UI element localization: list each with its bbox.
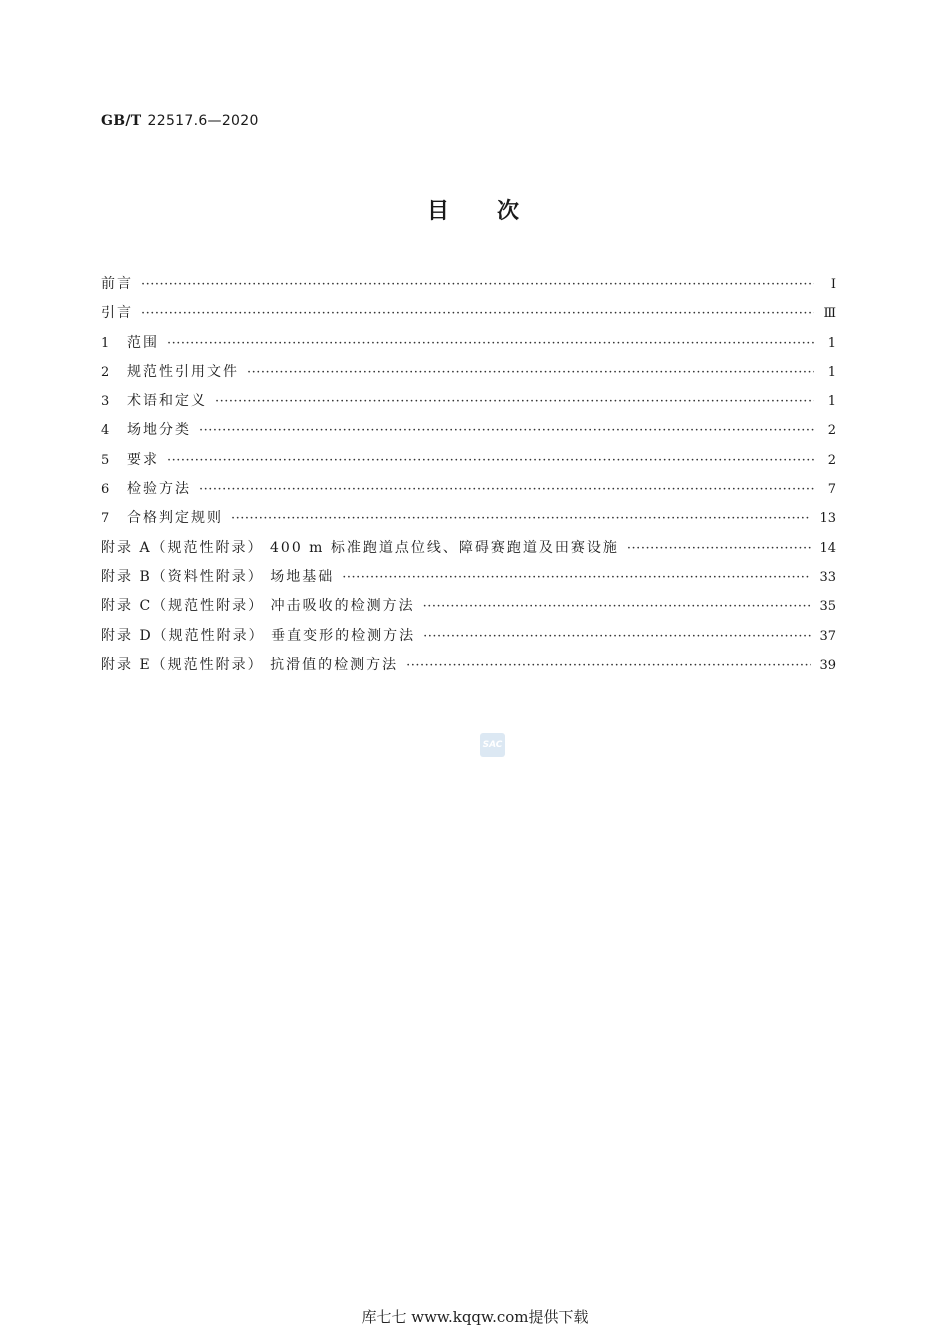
toc-entry-page: 2 <box>827 423 836 439</box>
leader-dots <box>167 336 814 351</box>
toc-entry-page: 1 <box>827 335 836 351</box>
toc-entry-label: 范围 <box>127 334 159 351</box>
toc-entry-label: 场地分类 <box>127 422 191 439</box>
leader-dots <box>627 541 812 556</box>
toc-entry[interactable] <box>101 654 836 683</box>
toc-entry-page: 37 <box>819 628 836 644</box>
toc-entry[interactable] <box>101 273 836 302</box>
toc-entry-label: 前言 <box>101 276 133 292</box>
leader-dots <box>141 306 814 321</box>
sac-watermark-logo: SAC <box>480 733 505 757</box>
toc-entry[interactable] <box>101 302 836 331</box>
standard-code: GB/T <box>101 113 142 129</box>
table-of-contents <box>101 273 836 683</box>
toc-entry-label: 附录 A（规范性附录） 400 m 标准跑道点位线、障碍赛跑道及田赛设施 <box>101 539 619 556</box>
toc-entry[interactable] <box>101 537 836 566</box>
toc-entry-number: 5 <box>101 452 110 468</box>
toc-entry-number: 3 <box>101 394 110 410</box>
toc-entry[interactable] <box>101 332 836 361</box>
leader-dots <box>199 423 814 438</box>
toc-entry[interactable] <box>101 507 836 536</box>
download-footer: 库七七 www.kqqw.com提供下载 <box>361 1308 589 1326</box>
toc-entry[interactable] <box>101 566 836 595</box>
standard-header <box>101 113 259 129</box>
leader-dots <box>423 629 811 644</box>
leader-dots <box>231 511 811 526</box>
leader-dots <box>247 365 814 380</box>
toc-entry[interactable] <box>101 390 836 419</box>
toc-entry-page: Ⅲ <box>823 306 836 322</box>
standard-number: 22517.6—2020 <box>147 113 259 129</box>
leader-dots <box>141 277 814 292</box>
toc-entry-page: 35 <box>819 599 836 615</box>
toc-entry-label: 附录 B（资料性附录） 场地基础 <box>101 568 335 585</box>
leader-dots <box>406 658 811 673</box>
toc-entry-label: 检验方法 <box>127 481 191 498</box>
toc-entry-page: Ⅰ <box>830 277 836 292</box>
toc-entry-label: 规范性引用文件 <box>127 363 239 380</box>
toc-entry-number: 7 <box>101 511 110 527</box>
toc-entry-page: 33 <box>819 569 836 585</box>
toc-entry-number: 2 <box>101 364 110 380</box>
toc-entry-label: 要求 <box>127 451 159 468</box>
toc-entry-page: 1 <box>827 394 836 410</box>
toc-entry-page: 7 <box>827 482 836 498</box>
leader-dots <box>199 482 814 497</box>
toc-entry-page: 13 <box>819 511 836 527</box>
toc-entry[interactable] <box>101 595 836 624</box>
toc-entry-page: 14 <box>819 540 836 556</box>
toc-entry-page: 39 <box>819 657 836 673</box>
toc-entry-label: 术语和定义 <box>127 393 207 410</box>
toc-entry-page: 2 <box>827 452 836 468</box>
toc-entry[interactable] <box>101 419 836 448</box>
leader-dots <box>215 394 814 409</box>
toc-entry-number: 6 <box>101 482 110 498</box>
leader-dots <box>342 570 811 585</box>
toc-entry-label: 附录 E（规范性附录） 抗滑值的检测方法 <box>101 656 399 673</box>
toc-entry[interactable] <box>101 478 836 507</box>
toc-entry[interactable] <box>101 361 836 390</box>
toc-entry[interactable] <box>101 625 836 654</box>
toc-entry-label: 引言 <box>101 305 133 322</box>
toc-title: 目次 <box>426 199 567 224</box>
toc-entry-page: 1 <box>827 364 836 380</box>
toc-entry[interactable] <box>101 449 836 478</box>
leader-dots <box>423 599 812 614</box>
leader-dots <box>167 453 814 468</box>
toc-entry-number: 4 <box>101 423 110 439</box>
toc-entry-number: 1 <box>101 335 110 351</box>
toc-entry-label: 附录 D（规范性附录） 垂直变形的检测方法 <box>101 627 416 644</box>
toc-entry-label: 附录 C（规范性附录） 冲击吸收的检测方法 <box>101 598 415 615</box>
toc-entry-label: 合格判定规则 <box>127 510 223 527</box>
